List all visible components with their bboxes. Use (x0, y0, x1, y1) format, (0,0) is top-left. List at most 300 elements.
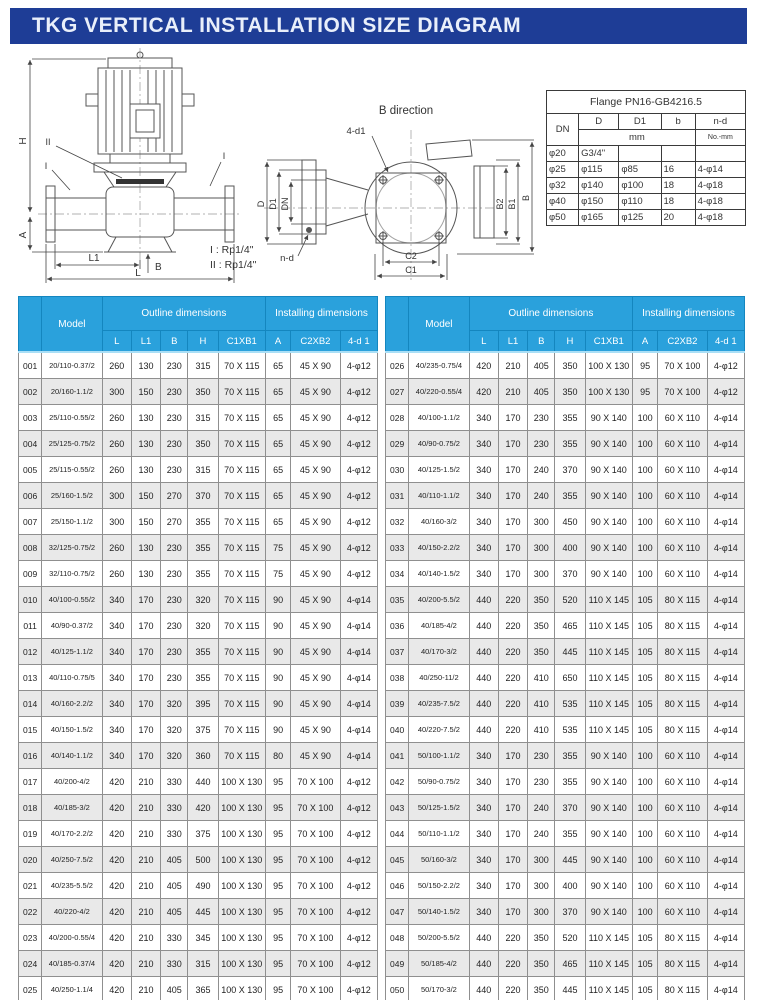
table-cell: 4-φ14 (707, 795, 744, 821)
table-cell: 022 (19, 899, 42, 925)
table-cell: 4-φ12 (340, 795, 377, 821)
table-cell: 50/125-1.5/2 (409, 795, 469, 821)
table-cell: 70 X 115 (218, 483, 265, 509)
table-cell: 4-φ12 (340, 821, 377, 847)
table-cell: 70 X 100 (291, 795, 340, 821)
table-cell: 355 (555, 431, 585, 457)
table-cell: 45 X 90 (291, 743, 340, 769)
table-cell: 4-φ12 (340, 873, 377, 899)
table-cell: 445 (555, 977, 585, 1000)
table-cell: 4-φ12 (340, 847, 377, 873)
table-cell: 445 (188, 899, 218, 925)
table-cell: 370 (555, 899, 585, 925)
table-cell: 410 (528, 665, 555, 691)
table-cell: 70 X 100 (291, 847, 340, 873)
col-b-header: B (161, 331, 188, 353)
table-row (19, 587, 378, 613)
table-cell: 030 (386, 457, 409, 483)
table-cell: 170 (131, 691, 160, 717)
table-cell: 355 (188, 665, 218, 691)
table-cell: 535 (555, 717, 585, 743)
table-cell: 45 X 90 (291, 613, 340, 639)
table-cell: 4-φ12 (340, 457, 377, 483)
table-cell: φ85 (619, 162, 661, 178)
table-cell: 110 X 145 (585, 977, 632, 1000)
table-cell: 40/250-11/2 (409, 665, 469, 691)
table-cell: 4-φ12 (340, 405, 377, 431)
table-cell: 350 (188, 431, 218, 457)
table-cell: 40/160-2.2/2 (42, 691, 102, 717)
table-cell: 90 (266, 691, 291, 717)
table-cell: 4-φ14 (707, 457, 744, 483)
table-cell: 4-φ12 (340, 431, 377, 457)
table-cell: 150 (131, 483, 160, 509)
table-cell: 420 (102, 847, 131, 873)
table-row (19, 977, 378, 1000)
table-cell: 40/140-1.1/2 (42, 743, 102, 769)
table-cell: 330 (161, 821, 188, 847)
table-cell: 150 (131, 509, 160, 535)
table-row (386, 691, 745, 717)
table-cell: 65 (266, 431, 291, 457)
table-cell: 4-φ14 (707, 691, 744, 717)
table-cell: 350 (555, 379, 585, 405)
table-cell: 4-φ12 (340, 951, 377, 977)
table-row (386, 769, 745, 795)
table-cell: 240 (528, 457, 555, 483)
table-cell: 100 (633, 405, 658, 431)
flange-col-dn: DN (547, 114, 579, 146)
table-cell: 170 (498, 405, 527, 431)
table-cell: 026 (386, 352, 409, 379)
table-cell: 18 (661, 194, 695, 210)
table-cell: 70 X 115 (218, 639, 265, 665)
table-cell: 70 X 115 (218, 405, 265, 431)
table-cell: 4-φ14 (340, 717, 377, 743)
table-cell: 340 (469, 431, 498, 457)
col-c2xb2-header: C2XB2 (291, 331, 340, 353)
dim-b-label: B (521, 194, 531, 202)
table-cell: 170 (131, 717, 160, 743)
table-cell: 40/185-4/2 (409, 613, 469, 639)
table-cell: 100 (633, 821, 658, 847)
table-cell: 355 (188, 535, 218, 561)
table-cell: 420 (102, 873, 131, 899)
table-cell: 40/140-1.5/2 (409, 561, 469, 587)
table-cell: 420 (102, 769, 131, 795)
port-notes (210, 243, 256, 273)
table-cell: 40/220-0.55/4 (409, 379, 469, 405)
table-cell: 405 (528, 379, 555, 405)
table-cell: 170 (498, 535, 527, 561)
installing-dimensions-header: Installing dimensions (633, 297, 745, 331)
table-cell: 50/150-2.2/2 (409, 873, 469, 899)
table-cell: 40/160-3/2 (409, 509, 469, 535)
table-cell: 340 (469, 509, 498, 535)
table-cell: 130 (131, 561, 160, 587)
table-cell: 032 (386, 509, 409, 535)
table-cell: 170 (498, 483, 527, 509)
table-cell: 4-φ14 (707, 613, 744, 639)
table-cell: 45 X 90 (291, 405, 340, 431)
table-cell: 260 (102, 405, 131, 431)
outline-dimensions-header: Outline dimensions (102, 297, 265, 331)
table-cell: 420 (102, 977, 131, 1000)
table-cell: 042 (386, 769, 409, 795)
table-cell: 50/110-1.1/2 (409, 821, 469, 847)
table-cell: 90 X 140 (585, 431, 632, 457)
table-cell: 046 (386, 873, 409, 899)
table-cell: 170 (498, 509, 527, 535)
flange-col-b: b (661, 114, 695, 130)
table-cell: 20/160-1.1/2 (42, 379, 102, 405)
table-cell: 170 (131, 639, 160, 665)
table-cell: 4-φ18 (695, 194, 745, 210)
table-cell: 330 (161, 795, 188, 821)
table-cell: 32/125-0.75/2 (42, 535, 102, 561)
table-cell: 420 (102, 795, 131, 821)
table-cell: 90 X 140 (585, 847, 632, 873)
table-cell: 040 (386, 717, 409, 743)
table-cell: 45 X 90 (291, 691, 340, 717)
table-cell: 130 (131, 535, 160, 561)
table-cell: 70 X 100 (658, 379, 707, 405)
table-header-group-row (386, 297, 745, 331)
table-cell: 45 X 90 (291, 717, 340, 743)
outline-dimensions-header: Outline dimensions (469, 297, 632, 331)
table-cell: 210 (131, 873, 160, 899)
table-cell: 110 X 145 (585, 717, 632, 743)
table-cell: 100 (633, 743, 658, 769)
table-cell: 150 (131, 379, 160, 405)
table-cell: 340 (469, 873, 498, 899)
table-row (547, 162, 746, 178)
table-cell: 300 (528, 899, 555, 925)
table-cell: 90 X 140 (585, 509, 632, 535)
table-cell: 340 (102, 691, 131, 717)
page-title: TKG VERTICAL INSTALLATION SIZE DIAGRAM (10, 8, 747, 44)
table-cell: 230 (161, 352, 188, 379)
table-cell: 340 (469, 899, 498, 925)
table-cell: 355 (555, 405, 585, 431)
table-cell: 240 (528, 483, 555, 509)
table-cell: 440 (469, 639, 498, 665)
table-cell: φ125 (619, 210, 661, 226)
table-row (19, 535, 378, 561)
table-cell: 100 X 130 (218, 821, 265, 847)
table-cell: φ100 (619, 178, 661, 194)
table-cell: 500 (188, 847, 218, 873)
table-cell: 80 X 115 (658, 977, 707, 1000)
table-cell: 4-φ12 (707, 352, 744, 379)
table-cell: 40/200-4/2 (42, 769, 102, 795)
table-cell: 340 (469, 769, 498, 795)
table-row (386, 587, 745, 613)
table-cell: 170 (131, 613, 160, 639)
table-cell: 410 (528, 691, 555, 717)
table-cell: 60 X 110 (658, 483, 707, 509)
table-cell: 037 (386, 639, 409, 665)
table-cell: 210 (131, 769, 160, 795)
table-row (19, 457, 378, 483)
table-cell: 350 (528, 977, 555, 1000)
table-cell: 340 (469, 457, 498, 483)
table-row (386, 535, 745, 561)
table-cell: 355 (188, 639, 218, 665)
table-row (19, 847, 378, 873)
table-cell: 355 (555, 743, 585, 769)
table-row (386, 457, 745, 483)
table-row (19, 613, 378, 639)
table-row (19, 769, 378, 795)
table-cell: 60 X 110 (658, 873, 707, 899)
table-cell: 100 (633, 457, 658, 483)
table-cell: 40/90-0.37/2 (42, 613, 102, 639)
table-cell: 370 (555, 795, 585, 821)
table-cell: 4-φ14 (707, 977, 744, 1000)
table-cell: 40/220-4/2 (42, 899, 102, 925)
table-cell: 410 (528, 717, 555, 743)
table-cell: 90 X 140 (585, 821, 632, 847)
port-note-2: II : Rp1/4" (210, 259, 257, 271)
table-cell: 60 X 110 (658, 405, 707, 431)
table-cell: 70 X 115 (218, 561, 265, 587)
table-cell: 230 (161, 431, 188, 457)
table-cell: 40/235-7.5/2 (409, 691, 469, 717)
table-cell: 4-φ12 (340, 561, 377, 587)
table-cell: 240 (528, 795, 555, 821)
table-cell: 50/160-3/2 (409, 847, 469, 873)
table-cell: 420 (102, 925, 131, 951)
table-cell: φ32 (547, 178, 579, 194)
table-cell: 400 (555, 873, 585, 899)
table-cell: 375 (188, 821, 218, 847)
table-cell: 300 (102, 379, 131, 405)
table-cell: 465 (555, 951, 585, 977)
table-cell: 60 X 110 (658, 743, 707, 769)
table-cell: 45 X 90 (291, 535, 340, 561)
table-cell: 230 (161, 457, 188, 483)
table-cell: 340 (469, 561, 498, 587)
table-cell: 20 (661, 210, 695, 226)
table-cell: 4-φ12 (340, 509, 377, 535)
dim-l-label: L (135, 268, 141, 279)
table-cell: 345 (188, 925, 218, 951)
table-cell: 40/150-2.2/2 (409, 535, 469, 561)
table-cell: 220 (498, 639, 527, 665)
table-row (19, 925, 378, 951)
table-cell: 80 X 115 (658, 717, 707, 743)
table-cell: 25/150-1.1/2 (42, 509, 102, 535)
dim-d1-label: D1 (268, 198, 278, 210)
table-cell: 260 (102, 457, 131, 483)
b-direction-title: B direction (378, 105, 434, 117)
table-cell: 4-φ14 (707, 639, 744, 665)
table-cell: 210 (131, 847, 160, 873)
col-4d1-header: 4-d 1 (707, 331, 744, 353)
port-i-right-label: I (222, 151, 226, 161)
col-h-header: H (555, 331, 585, 353)
table-cell (619, 146, 661, 162)
table-cell: 330 (161, 951, 188, 977)
table-row (19, 665, 378, 691)
table-cell: 370 (555, 561, 585, 587)
model-column-header: Model (42, 297, 102, 353)
table-cell: 100 X 130 (218, 795, 265, 821)
table-cell: 170 (131, 665, 160, 691)
table-cell: 4-φ14 (707, 925, 744, 951)
port-note-1: I : Rp1/4" (210, 244, 254, 256)
table-cell: 220 (498, 717, 527, 743)
table-cell: 230 (528, 431, 555, 457)
table-cell: 70 X 100 (291, 821, 340, 847)
table-cell: 4-φ14 (695, 162, 745, 178)
table-cell: 90 (266, 717, 291, 743)
table-row (386, 613, 745, 639)
table-cell: 4-φ14 (707, 717, 744, 743)
table-cell: 110 X 145 (585, 665, 632, 691)
table-cell: 4-φ14 (707, 873, 744, 899)
table-cell: 40/200-5.5/2 (409, 587, 469, 613)
table-cell: 350 (528, 951, 555, 977)
nd-bolt-label: n-d (280, 253, 294, 264)
table-cell: 75 (266, 561, 291, 587)
col-l1-header: L1 (498, 331, 527, 353)
table-cell: 40/100-0.55/2 (42, 587, 102, 613)
table-cell: 008 (19, 535, 42, 561)
table-cell: 300 (528, 561, 555, 587)
table-cell: 4-φ14 (707, 561, 744, 587)
table-cell: 45 X 90 (291, 665, 340, 691)
table-cell: 90 X 140 (585, 873, 632, 899)
dim-b2-label: B2 (495, 198, 505, 210)
table-cell: 300 (528, 535, 555, 561)
table-cell: 80 (266, 743, 291, 769)
table-row (19, 431, 378, 457)
table-cell: 048 (386, 925, 409, 951)
table-cell: 170 (498, 899, 527, 925)
table-cell: 65 (266, 457, 291, 483)
table-cell: 40/185-3/2 (42, 795, 102, 821)
table-cell: 25/115-0.55/2 (42, 457, 102, 483)
table-cell: 004 (19, 431, 42, 457)
table-cell: 40/250-1.1/4 (42, 977, 102, 1000)
dim-d-label: D (256, 200, 266, 208)
table-cell: 4-φ14 (707, 431, 744, 457)
table-cell: 70 X 115 (218, 743, 265, 769)
table-cell: 445 (555, 639, 585, 665)
col-c1xb1-header: C1XB1 (585, 331, 632, 353)
table-cell: 395 (188, 691, 218, 717)
table-cell: 017 (19, 769, 42, 795)
table-cell: 70 X 115 (218, 509, 265, 535)
table-cell: 70 X 115 (218, 691, 265, 717)
table-cell: 4-φ14 (340, 665, 377, 691)
table-cell: 90 X 140 (585, 535, 632, 561)
table-row (19, 873, 378, 899)
table-cell: 220 (498, 587, 527, 613)
table-row (386, 847, 745, 873)
table-cell: 70 X 115 (218, 431, 265, 457)
table-cell: 65 (266, 509, 291, 535)
flange-header-row (547, 114, 746, 130)
table-cell: 220 (498, 665, 527, 691)
table-cell: 033 (386, 535, 409, 561)
table-cell: 420 (188, 795, 218, 821)
table-row (547, 210, 746, 226)
table-cell: 350 (555, 352, 585, 379)
table-cell: 90 (266, 613, 291, 639)
table-row (19, 405, 378, 431)
table-cell: φ40 (547, 194, 579, 210)
table-cell: 95 (266, 795, 291, 821)
table-cell: 4-φ14 (707, 509, 744, 535)
table-cell: 50/185-4/2 (409, 951, 469, 977)
table-cell: 365 (188, 977, 218, 1000)
table-cell: 110 X 145 (585, 639, 632, 665)
table-cell: 018 (19, 795, 42, 821)
table-cell: 40/125-1.5/2 (409, 457, 469, 483)
table-cell: 65 (266, 405, 291, 431)
table-cell: 90 X 140 (585, 405, 632, 431)
index-column-header (19, 297, 42, 353)
size-table-right-body (386, 352, 745, 1000)
table-cell: 90 X 140 (585, 743, 632, 769)
table-cell: 370 (188, 483, 218, 509)
table-cell: 4-φ12 (340, 925, 377, 951)
table-row (386, 639, 745, 665)
table-cell: 40/90-0.75/2 (409, 431, 469, 457)
table-cell (661, 146, 695, 162)
table-cell: 95 (266, 821, 291, 847)
table-cell: 006 (19, 483, 42, 509)
table-cell: 45 X 90 (291, 457, 340, 483)
table-cell: 90 X 140 (585, 795, 632, 821)
size-table-left (18, 296, 378, 1000)
table-cell: 105 (633, 977, 658, 1000)
table-row (19, 483, 378, 509)
table-cell: 100 X 130 (218, 873, 265, 899)
table-cell: 70 X 100 (291, 977, 340, 1000)
table-cell: 029 (386, 431, 409, 457)
table-cell: 230 (528, 769, 555, 795)
table-row (19, 821, 378, 847)
table-cell: 027 (386, 379, 409, 405)
table-cell: 60 X 110 (658, 847, 707, 873)
table-cell: φ25 (547, 162, 579, 178)
table-cell: 70 X 115 (218, 457, 265, 483)
table-cell: 70 X 115 (218, 352, 265, 379)
table-cell: 4-φ14 (707, 847, 744, 873)
table-cell: 230 (161, 587, 188, 613)
table-row (547, 178, 746, 194)
table-cell: 105 (633, 925, 658, 951)
table-cell: 70 X 100 (291, 951, 340, 977)
table-cell: 038 (386, 665, 409, 691)
table-cell: 25/110-0.55/2 (42, 405, 102, 431)
table-cell: 230 (161, 379, 188, 405)
table-cell: G3/4" (579, 146, 619, 162)
table-cell: 100 X 130 (218, 899, 265, 925)
table-cell: φ140 (579, 178, 619, 194)
dim-h-label: H (18, 137, 29, 145)
table-row (386, 509, 745, 535)
table-cell: 4-φ12 (340, 977, 377, 1000)
table-cell: 300 (102, 483, 131, 509)
table-cell: 340 (469, 743, 498, 769)
table-cell: 220 (498, 925, 527, 951)
table-row (386, 717, 745, 743)
